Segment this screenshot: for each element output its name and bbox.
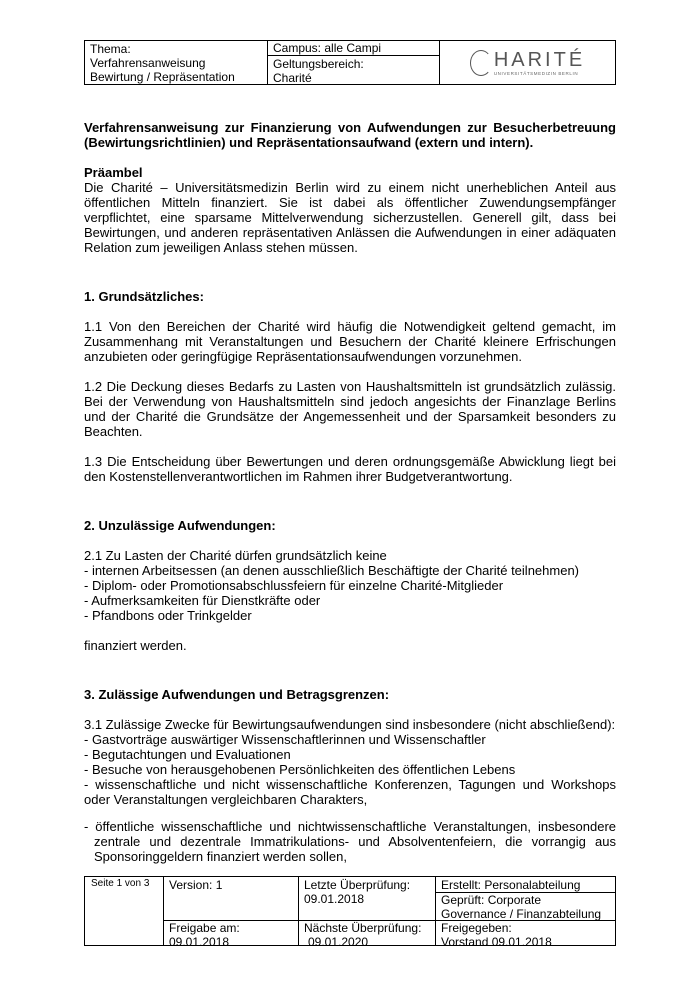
- approved-value: Vorstand 09.01.2018: [441, 935, 552, 949]
- charite-logo: [470, 50, 585, 76]
- version-text: Version: 1: [169, 878, 223, 892]
- section-3-list-item: - Besuche von herausgehobenen Persönlichkeiten des öffentlichen Lebens: [84, 762, 516, 777]
- section-3-list-item: - Gastvorträge auswärtiger Wissenschaftlerinnen und Wissenschaftler: [84, 732, 486, 747]
- preamble-text: Die Charité – Universitätsmedizin Berlin wird zu einem nicht unerheblichen Anteil aus öffentlichen Mitteln finanziert. Sie ist dabei als öffentlicher Zuwendungsempfänger verpflichtet, eine sparsame Mittelverwendung sicherzustellen. Generell gilt, dass bei Bewirtungen, und anderen repräsentativen Anlässen die Aufwendungen in einer adäquaten Relation zum jeweiligen Anlass stehen müssen.: [84, 180, 616, 255]
- section-3-heading: 3. Zulässige Aufwendungen und Betragsgrenzen:: [84, 687, 390, 702]
- scope-label: Geltungsbereich:: [273, 57, 364, 71]
- section-1-paragraph-1: 1.1 Von den Bereichen der Charité wird häufig die Notwendigkeit geltend gemacht, im Zusammenhang mit Veranstaltungen und Besuchern der Charité kleinere Erfrischungen anzubieten oder geringfügige Repräsentationsaufwendungen vorzunehmen.: [84, 319, 616, 364]
- scope-block: [268, 56, 439, 86]
- checked-by: Geprüft: Corporate Governance / Finanzabteilung: [441, 893, 602, 921]
- release-date: 09.01.2018: [169, 935, 230, 949]
- topic-label: Thema:: [90, 42, 131, 56]
- page-number: Seite 1 von 3: [91, 878, 150, 889]
- document-title: Verfahrensanweisung zur Finanzierung von Aufwendungen zur Besucherbetreuung (Bewirtungsrichtlinien) und Repräsentationsaufwand (extern und intern).: [84, 120, 616, 150]
- last-check-date: 09.01.2018: [304, 892, 365, 906]
- next-check-cell: [298, 920, 435, 950]
- section-2-heading: 2. Unzulässige Aufwendungen:: [84, 518, 276, 533]
- header-topic-cell: [85, 41, 268, 84]
- section-2-list-item: - Pfandbons oder Trinkgelder: [84, 608, 252, 623]
- header-logo-cell: [440, 41, 615, 84]
- section-2-intro: 2.1 Zu Lasten der Charité dürfen grundsätzlich keine: [84, 548, 387, 563]
- section-1-heading: 1. Grundsätzliches:: [84, 289, 204, 304]
- section-3-continuation-block: [84, 819, 616, 864]
- topic-line-1: Verfahrensanweisung: [90, 56, 206, 70]
- section-1-paragraph-3: 1.3 Die Entscheidung über Bewertungen und deren ordnungsgemäße Abwicklung liegt bei den Kostenstellenverantwortlichen im Rahmen ihrer Budgetverantwortung.: [84, 454, 616, 484]
- section-2-list-item: - internen Arbeitsessen (an denen ausschließlich Beschäftigte der Charité teilnehmen): [84, 563, 579, 578]
- created-by: Erstellt: Personalabteilung: [441, 878, 581, 892]
- next-check-label: Nächste Überprüfung:: [304, 921, 422, 935]
- header-scope-cell: [268, 41, 440, 84]
- release-cell: [163, 920, 298, 950]
- section-3-list-item: - Begutachtungen und Evaluationen: [84, 747, 291, 762]
- scope-value: Charité: [273, 71, 312, 85]
- logo-wordmark: HARITÉ: [493, 48, 586, 71]
- section-3-intro: 3.1 Zulässige Zwecke für Bewirtungsaufwendungen sind insbesondere (nicht abschließend):: [84, 717, 616, 732]
- section-2-outro: finanziert werden.: [84, 638, 187, 653]
- preamble-heading: Präambel: [84, 165, 143, 180]
- section-2-list-item: - Aufmerksamkeiten für Dienstkräfte oder: [84, 593, 321, 608]
- release-label: Freigabe am:: [169, 921, 240, 935]
- section-2-list-item: - Diplom- oder Promotionsabschlussfeiern für einzelne Charité-Mitglieder: [84, 578, 504, 593]
- next-check-date: 09.01.2020: [308, 935, 369, 949]
- header-table: [84, 40, 616, 85]
- section-1-paragraph-2: 1.2 Die Deckung dieses Bedarfs zu Lasten von Haushaltsmitteln ist grundsätzlich zulässig. Bei der Verwendung von Haushaltsmitteln sind jedoch angesichts der Finanzlage Berlins und der Charité die Grundsätze der Angemessenheit und der Sparsamkeit besonders zu Beachten.: [84, 379, 616, 439]
- document-body: [84, 120, 616, 807]
- last-check-label: Letzte Überprüfung:: [304, 878, 411, 892]
- approved-cell: [435, 920, 615, 950]
- campus-text: Campus: alle Campi: [268, 41, 439, 56]
- logo-subline: UNIVERSITÄTSMEDIZIN BERLIN: [493, 70, 579, 76]
- footer-table: [84, 876, 616, 949]
- topic-line-2: Bewirtung / Repräsentation: [90, 70, 235, 84]
- logo-c-mark-icon: [470, 50, 492, 76]
- section-3-list-item-continued: - öffentliche wissenschaftliche und nichtwissenschaftliche Veranstaltungen, insbesondere zentrale und dezentrale Immatrikulations- und Absolventenfeiern, die vorrangig aus Sponsoringgeldern finanziert werden sollen,: [84, 819, 616, 864]
- last-check-cell: [298, 877, 435, 907]
- approved-label: Freigegeben:: [441, 921, 512, 935]
- section-3-list-item: - wissenschaftliche und nicht wissenschaftliche Konferenzen, Tagungen und Workshops oder Veranstaltungen vergleichbaren Charakters,: [84, 777, 616, 807]
